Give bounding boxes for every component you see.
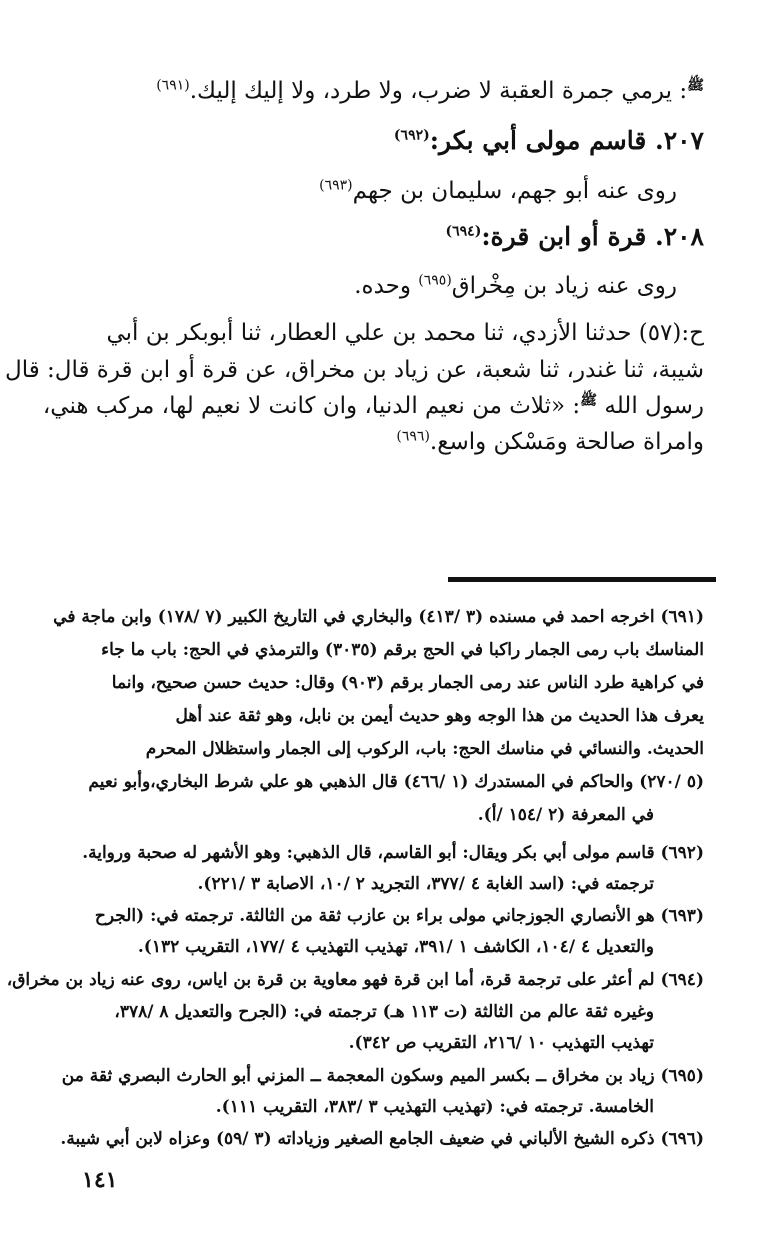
footnote-line: في كراهية طرد الناس عند رمى الجمار برقم (٩٠٣) وقال: حديث حسن صحيح، وانما bbox=[111, 673, 704, 693]
main-line-8-start: رسول الله bbox=[604, 393, 704, 419]
footnote-ref-692: (٦٩٢) bbox=[393, 127, 430, 144]
footnote-line: يعرف هذا الحديث من هذا الوجه وهو حديث أيمن بن نابل، وهو ثقة عند أهل bbox=[175, 706, 704, 726]
main-line-9 bbox=[396, 429, 704, 455]
footnote-line: (٦٩٦) ذكره الشيخ الألباني في ضعيف الجامع الصغير وزياداته (٣ /٥٩) وعزاه لابن أبي شيبة. bbox=[60, 1129, 704, 1149]
footnote-line: والتعديل ٤ /١٠٤، الكاشف ١ /٣٩١، تهذيب التهذيب ٤ /١٧٧، التقريب ١٣٢). bbox=[137, 937, 654, 957]
main-line-5-tail: وحده. bbox=[354, 273, 419, 299]
entry-heading-207 bbox=[394, 126, 704, 155]
entry-heading-208 bbox=[446, 222, 705, 251]
footnote-line: (٦٩٥) زياد بن مخراق ــ بكسر الميم وسكون المعجمة ــ المزني أبو الحارث البصري ثقة من bbox=[61, 1066, 704, 1086]
footnote-line: الخامسة. ترجمته في: (تهذيب التهذيب ٣ /٣٨٣، التقريب ١١١). bbox=[215, 1097, 654, 1117]
footnote-ref-691: (٦٩١) bbox=[156, 77, 190, 94]
footnote-line: وغيره ثقة عالم من الثالثة (ت ١١٣ هـ) ترجمته في: (الجرح والتعديل ٨ /٣٧٨، bbox=[114, 1002, 654, 1022]
footnote-line: (٦٩٤) لم أعثر على ترجمة قرة، أما ابن قرة فهو معاوية بن قرة بن اياس، روى عنه زياد بن مخراق، bbox=[6, 970, 704, 990]
footnote-line: (٦٩٢) قاسم مولى أبي بكر ويقال: أبو القاسم، قال الذهبي: وهو الأشهر له صحبة ورواية. bbox=[82, 843, 704, 863]
main-line-1-text: : يرمي جمرة العقبة لا ضرب، ولا طرد، ولا إليك إليك. bbox=[189, 78, 688, 104]
footnote-line: في المعرفة (٢ /١٥٤ /أ). bbox=[477, 805, 654, 825]
entry-heading-207-text: ٢٠٧. قاسم مولى أبي بكر: bbox=[429, 126, 704, 155]
main-line-7-text: شيبة، ثنا غندر، ثنا شعبة، عن زياد بن مخراق، عن قرة أو ابن قرة قال: قال bbox=[5, 357, 704, 383]
main-line-6-text: ح:(٥٧) حدثنا الأزدي، ثنا محمد بن علي العطار، ثنا أبوبكر بن أبي bbox=[106, 320, 704, 346]
entry-heading-208-text: ٢٠٨. قرة أو ابن قرة: bbox=[481, 222, 704, 251]
main-line-8-text: : «ثلاث من نعيم الدنيا، وان كانت لا نعيم لها، مركب هني، bbox=[42, 393, 581, 419]
footnote-ref-694: (٦٩٤) bbox=[445, 223, 482, 240]
footnote-line: (٦٩١) اخرجه احمد في مسنده (٣ /٤١٣) والبخاري في التاريخ الكبير (٧ /١٧٨) وابن ماجة في bbox=[53, 607, 704, 627]
footnote-line: (٥ /٢٧٠) والحاكم في المستدرك (١ /٤٦٦) قال الذهبي هو علي شرط البخاري،وأبو نعيم bbox=[88, 772, 704, 792]
footnote-ref-696: (٦٩٦) bbox=[396, 428, 430, 445]
main-line-6 bbox=[106, 320, 704, 346]
footnote-ref-693: (٦٩٣) bbox=[319, 177, 353, 194]
footnote-separator bbox=[448, 577, 716, 582]
footnote-line: (٦٩٣) هو الأنصاري الجوزجاني مولى براء بن عازب ثقة من الثالثة. ترجمته في: (الجرح bbox=[94, 906, 704, 926]
honorific-glyph: ﷺ bbox=[687, 77, 704, 94]
footnote-line: تهذيب التهذيب ١٠ /٢١٦، التقريب ص ٣٤٢). bbox=[348, 1033, 654, 1053]
main-line-9-text: وامراة صالحة ومَسْكن واسع. bbox=[429, 429, 704, 455]
main-line-3 bbox=[319, 178, 677, 204]
page-number: ١٤١ bbox=[82, 1167, 118, 1193]
main-line-8 bbox=[43, 393, 704, 419]
footnote-line: المناسك باب رمى الجمار راكبا في الحج برقم (٣٠٣٥) والترمذي في الحج: باب ما جاء bbox=[101, 640, 704, 660]
footnote-line: ترجمته في: (اسد الغابة ٤ /٣٧٧، التجريد ٢ /١٠، الاصابة ٣ /٢٢١). bbox=[197, 874, 654, 894]
main-line-5 bbox=[354, 273, 677, 299]
main-line-3-text: روى عنه أبو جهم، سليمان بن جهم bbox=[352, 178, 677, 204]
footnote-line: الحديث. والنسائي في مناسك الحج: باب، الركوب إلى الجمار واستظلال المحرم bbox=[145, 739, 704, 759]
main-line-1 bbox=[156, 78, 704, 104]
honorific-glyph-2: ﷺ bbox=[580, 392, 598, 409]
main-line-7 bbox=[5, 357, 704, 383]
footnote-ref-695: (٦٩٥) bbox=[418, 272, 452, 289]
main-line-5-text: روى عنه زياد بن مِخْراق bbox=[451, 273, 677, 299]
